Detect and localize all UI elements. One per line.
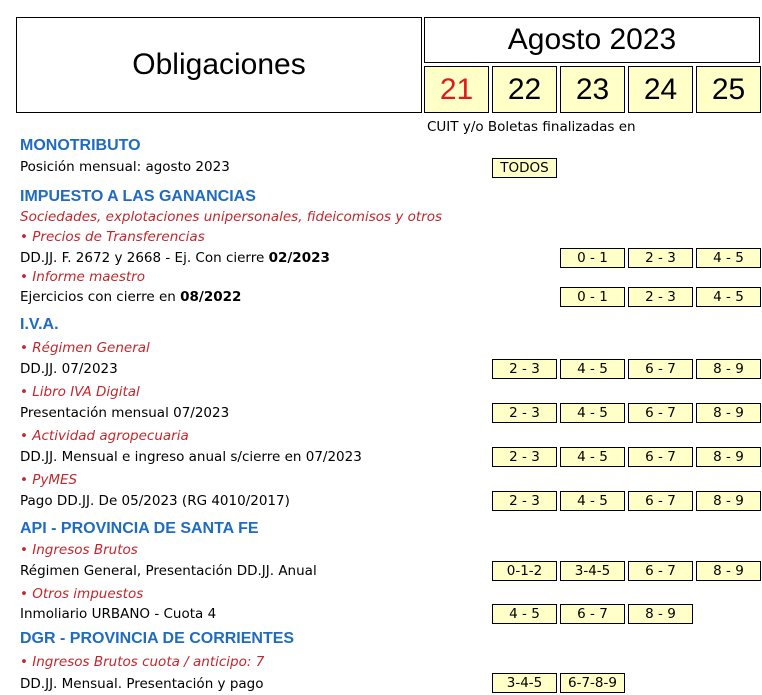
chip-iva1-0: 2 - 3	[492, 359, 557, 379]
chip-iva4-3: 8 - 9	[696, 491, 761, 511]
page-title: Obligaciones	[16, 17, 422, 113]
chip-dgr1-1: 6-7-8-9	[560, 673, 625, 693]
chip-iva2-0: 2 - 3	[492, 403, 557, 423]
chip-gan2-1: 2 - 3	[628, 287, 693, 307]
iva-line-3: DD.JJ. Mensual e ingreso anual s/cierre en 07/2023	[20, 449, 362, 465]
chip-gan1-0: 0 - 1	[560, 248, 625, 268]
dgr-line-1: DD.JJ. Mensual. Presentación y pago	[20, 676, 264, 692]
section-iva: I.V.A.	[20, 316, 59, 333]
api-sub-ingresos: • Ingresos Brutos	[20, 542, 138, 558]
ganancias-sub-informe: • Informe maestro	[20, 269, 145, 285]
chip-iva3-2: 6 - 7	[628, 447, 693, 467]
chip-iva2-1: 4 - 5	[560, 403, 625, 423]
day-22: 22	[492, 66, 557, 113]
chip-api2-1: 6 - 7	[560, 604, 625, 624]
iva-sub-general: • Régimen General	[20, 340, 150, 356]
chip-iva2-3: 8 - 9	[696, 403, 761, 423]
section-monotributo: MONOTRIBUTO	[20, 137, 141, 154]
chip-api2-0: 4 - 5	[492, 604, 557, 624]
chip-iva1-1: 4 - 5	[560, 359, 625, 379]
ganancias-line-1-date: 02/2023	[268, 250, 330, 266]
section-ganancias: IMPUESTO A LAS GANANCIAS	[20, 188, 256, 205]
day-21: 21	[424, 66, 489, 113]
chip-gan1-2: 4 - 5	[696, 248, 761, 268]
chip-api1-3: 8 - 9	[696, 561, 761, 581]
chip-gan1-1: 2 - 3	[628, 248, 693, 268]
chip-iva4-2: 6 - 7	[628, 491, 693, 511]
chip-gan2-0: 0 - 1	[560, 287, 625, 307]
iva-sub-libro: • Libro IVA Digital	[20, 384, 140, 400]
api-line-2: Inmoliario URBANO - Cuota 4	[20, 606, 217, 622]
api-sub-otros: • Otros impuestos	[20, 586, 144, 602]
ganancias-sub-precios: • Precios de Transferencias	[20, 229, 205, 245]
chip-iva4-0: 2 - 3	[492, 491, 557, 511]
api-line-1: Régimen General, Presentación DD.JJ. Anual	[20, 563, 317, 579]
chip-iva1-2: 6 - 7	[628, 359, 693, 379]
section-dgr: DGR - PROVINCIA DE CORRIENTES	[20, 630, 295, 647]
iva-line-1: DD.JJ. 07/2023	[20, 361, 118, 377]
chip-api2-2: 8 - 9	[628, 604, 693, 624]
iva-sub-agro: • Actividad agropecuaria	[20, 428, 189, 444]
chip-todos: TODOS	[492, 158, 557, 178]
ganancias-line-1-text: DD.JJ. F. 2672 y 2668 - Ej. Con cierre	[20, 250, 269, 266]
month-title: Agosto 2023	[424, 17, 760, 63]
ganancias-line-2	[20, 289, 241, 305]
day-25: 25	[696, 66, 761, 113]
section-api: API - PROVINCIA DE SANTA FE	[20, 520, 259, 537]
chip-iva4-1: 4 - 5	[560, 491, 625, 511]
chip-iva3-1: 4 - 5	[560, 447, 625, 467]
iva-line-2: Presentación mensual 07/2023	[20, 405, 230, 421]
ganancias-line-2-text: Ejercicios con cierre en	[20, 289, 181, 305]
cuit-caption: CUIT y/o Boletas finalizadas en	[427, 119, 636, 135]
chip-api1-0: 0-1-2	[492, 561, 557, 581]
chip-iva1-3: 8 - 9	[696, 359, 761, 379]
ganancias-line-2-date: 08/2022	[180, 289, 242, 305]
ganancias-desc: Sociedades, explotaciones unipersonales, fideicomisos y otros	[20, 209, 443, 225]
chip-iva2-2: 6 - 7	[628, 403, 693, 423]
chip-gan2-2: 4 - 5	[696, 287, 761, 307]
monotributo-line: Posición mensual: agosto 2023	[20, 159, 230, 175]
day-24: 24	[628, 66, 693, 113]
iva-line-4: Pago DD.JJ. De 05/2023 (RG 4010/2017)	[20, 493, 290, 509]
chip-dgr1-0: 3-4-5	[492, 673, 557, 693]
dgr-sub-ingresos: • Ingresos Brutos cuota / anticipo: 7	[20, 654, 265, 670]
chip-iva3-3: 8 - 9	[696, 447, 761, 467]
chip-api1-2: 6 - 7	[628, 561, 693, 581]
chip-iva3-0: 2 - 3	[492, 447, 557, 467]
chip-api1-1: 3-4-5	[560, 561, 625, 581]
iva-sub-pymes: • PyMES	[20, 472, 78, 488]
day-23: 23	[560, 66, 625, 113]
ganancias-line-1	[20, 250, 330, 266]
